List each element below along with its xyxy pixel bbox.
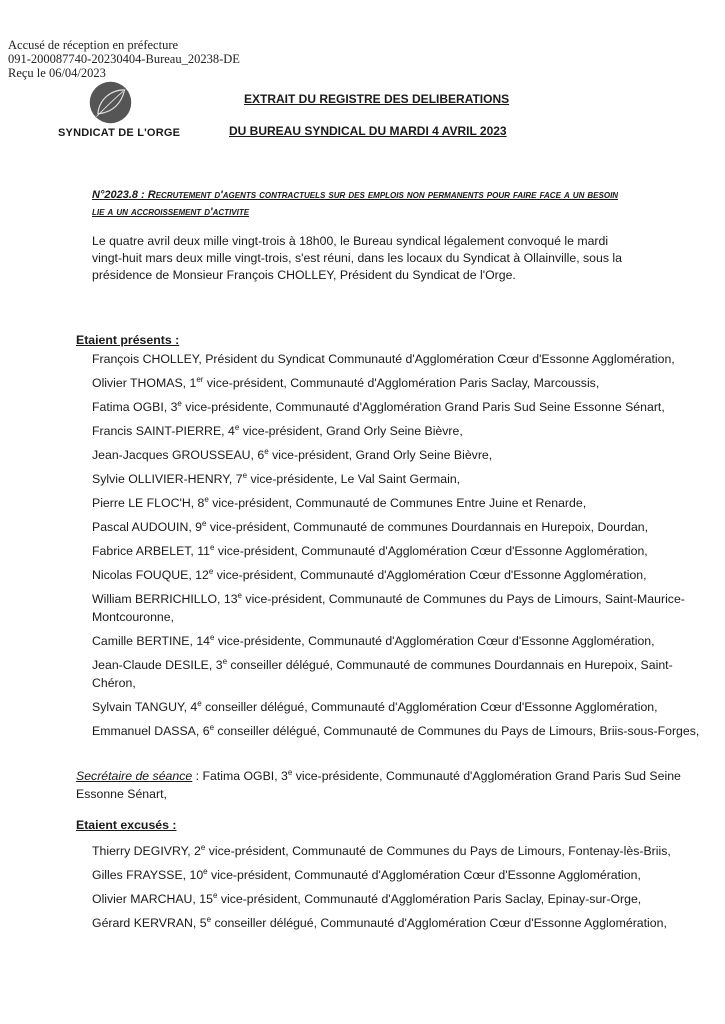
- member-entry: [92, 842, 704, 860]
- member-text: vice-président, Communauté de Communes du Pays de Limours, Saint-Maurice-Montcouronne,: [92, 592, 685, 624]
- member-entry: [92, 722, 704, 740]
- member-text: vice-président, Communauté d'Agglomération Cœur d'Essonne Agglomération,: [214, 544, 648, 558]
- member-text: Gilles FRAYSSE, 10: [92, 868, 204, 882]
- excused-heading: Etaient excusés :: [76, 818, 177, 832]
- excused-list: [92, 842, 704, 938]
- ordinal-suffix: e: [200, 842, 206, 852]
- member-entry: [92, 866, 704, 884]
- member-text: Olivier THOMAS, 1: [92, 376, 197, 390]
- ordinal-suffix: e: [242, 470, 248, 480]
- member-text: Jean-Claude DESILE, 3: [92, 658, 223, 672]
- member-text: vice-présidente, Communauté d'Agglomération Grand Paris Sud Seine Essonne Sénart,: [181, 400, 665, 414]
- member-text: Pascal AUDOUIN, 9: [92, 520, 203, 534]
- member-entry: [92, 374, 704, 392]
- member-text: vice-présidente, Le Val Saint Germain,: [247, 472, 461, 486]
- member-entry: [92, 632, 704, 650]
- member-entry: [92, 470, 704, 488]
- member-text: Pierre LE FLOC'H, 8: [92, 496, 205, 510]
- ordinal-suffix: e: [206, 914, 212, 924]
- member-text: Thierry DEGIVRY, 2: [92, 844, 201, 858]
- document-subtitle: DU BUREAU SYNDICAL DU MARDI 4 AVRIL 2023: [229, 124, 507, 138]
- member-text: Sylvie OLLIVIER-HENRY, 7: [92, 472, 243, 486]
- member-text: conseiller délégué, Communauté d'Agglomération Cœur d'Essonne Agglomération,: [211, 916, 667, 930]
- member-text: conseiller délégué, Communauté de Communes du Pays de Limours, Briis-sous-Forges,: [214, 724, 700, 738]
- member-text: vice-président, Communauté d'Agglomération Paris Saclay, Marcoussis,: [203, 376, 600, 390]
- member-entry: [92, 890, 704, 908]
- member-entry: [92, 656, 704, 692]
- member-text: Jean-Jacques GROUSSEAU, 6: [92, 448, 265, 462]
- member-text: Fatima OGBI, 3: [92, 400, 178, 414]
- member-text: Fabrice ARBELET, 11: [92, 544, 211, 558]
- ordinal-suffix: e: [177, 398, 182, 408]
- secretary-text: : Fatima OGBI, 3: [192, 769, 288, 783]
- member-text: vice-président, Grand Orly Seine Bièvre,: [268, 448, 493, 462]
- prefecture-receipt-stamp: [8, 38, 240, 80]
- member-entry: [92, 698, 704, 716]
- stamp-line: 091-200087740-20230404-Bureau_20238-DE: [8, 52, 240, 66]
- present-list: [92, 350, 704, 746]
- member-text: Camille BERTINE, 14: [92, 634, 210, 648]
- member-text: Emmanuel DASSA, 6: [92, 724, 210, 738]
- ordinal-suffix: e: [203, 866, 208, 876]
- member-entry: [92, 566, 704, 584]
- member-entry: [92, 398, 704, 416]
- member-entry: [92, 446, 704, 464]
- member-entry: [92, 350, 704, 368]
- member-text: Sylvain TANGUY, 4: [92, 700, 198, 714]
- member-text: Gérard KERVRAN, 5: [92, 916, 207, 930]
- ordinal-suffix: e: [222, 656, 228, 666]
- ordinal-suffix: e: [204, 494, 209, 504]
- secretary-label: Secrétaire de séance: [76, 769, 193, 783]
- organization-name: SYNDICAT DE L'ORGE: [58, 127, 181, 139]
- member-text: vice-président, Communauté de Communes Entre Juine et Renarde,: [208, 496, 587, 510]
- member-text: conseiller délégué, Communauté de communes Dourdannais en Hurepoix, Saint-Chéron,: [92, 658, 673, 690]
- member-entry: [92, 422, 704, 440]
- ordinal-suffix: e: [208, 566, 214, 576]
- ordinal-suffix: e: [197, 698, 202, 708]
- ordinal-suffix: er: [196, 374, 204, 384]
- ordinal-suffix: e: [210, 542, 215, 552]
- member-text: conseiller délégué, Communauté d'Agglomération Cœur d'Essonne Agglomération,: [201, 700, 658, 714]
- member-text: François CHOLLEY, Président du Syndicat Communauté d'Agglomération Cœur d'Essonne Agglomération,: [92, 352, 675, 366]
- member-text: vice-président, Communauté d'Agglomération Cœur d'Essonne Agglomération,: [207, 868, 641, 882]
- member-text: Francis SAINT-PIERRE, 4: [92, 424, 235, 438]
- ordinal-suffix: e: [264, 446, 269, 456]
- deliberation-subject: N°2023.8 : Recrutement d'agents contractuels sur des emplois non permanents pour faire face a un besoin lie a un accroissement d'activite: [92, 189, 619, 218]
- secretary-line: [76, 767, 704, 803]
- member-entry: [92, 542, 704, 560]
- member-entry: [92, 494, 704, 512]
- stamp-line: Accusé de réception en préfecture: [8, 38, 179, 52]
- secretary-text: vice-présidente, Communauté d'Agglomération Grand Paris Sud Seine Essonne Sénart,: [76, 769, 681, 801]
- document-title: EXTRAIT DU REGISTRE DES DELIBERATIONS: [244, 92, 510, 106]
- ordinal-suffix: e: [202, 518, 207, 528]
- member-text: William BERRICHILLO, 13: [92, 592, 238, 606]
- member-entry: [92, 518, 704, 536]
- ordinal-suffix: e: [210, 632, 215, 642]
- member-text: vice-président, Communauté de Communes du Pays de Limours, Fontenay-lès-Briis,: [205, 844, 671, 858]
- member-text: vice-présidente, Communauté d'Agglomération Cœur d'Essonne Agglomération,: [214, 634, 655, 648]
- leaf-logo-icon: [89, 81, 132, 124]
- present-heading: Etaient présents :: [76, 333, 180, 347]
- ordinal-suffix: e: [287, 767, 293, 777]
- member-text: vice-président, Communauté d'Agglomération Paris Saclay, Epinay-sur-Orge,: [217, 892, 642, 906]
- intro-paragraph: Le quatre avril deux mille vingt-trois à 18h00, le Bureau syndical légalement convoqué le mardi vingt-huit mars deux mille vingt-trois, s'est réuni, dans les locaux du Syndicat à Ollainville, sous la présidence de Monsieur François CHOLLEY, Président du Syndicat de l'Orge.: [92, 234, 622, 282]
- member-entry: [92, 590, 704, 626]
- member-text: Nicolas FOUQUE, 12: [92, 568, 209, 582]
- member-text: vice-président, Grand Orly Seine Bièvre,: [239, 424, 463, 438]
- ordinal-suffix: e: [209, 722, 215, 732]
- member-text: Olivier MARCHAU, 15: [92, 892, 213, 906]
- ordinal-suffix: e: [212, 890, 218, 900]
- stamp-line: Reçu le 06/04/2023: [8, 66, 106, 80]
- member-text: vice-président, Communauté d'Agglomération Cœur d'Essonne Agglomération,: [213, 568, 647, 582]
- member-text: vice-président, Communauté de communes Dourdannais en Hurepoix, Dourdan,: [206, 520, 649, 534]
- ordinal-suffix: e: [234, 422, 240, 432]
- ordinal-suffix: e: [237, 590, 242, 600]
- member-entry: [92, 914, 704, 932]
